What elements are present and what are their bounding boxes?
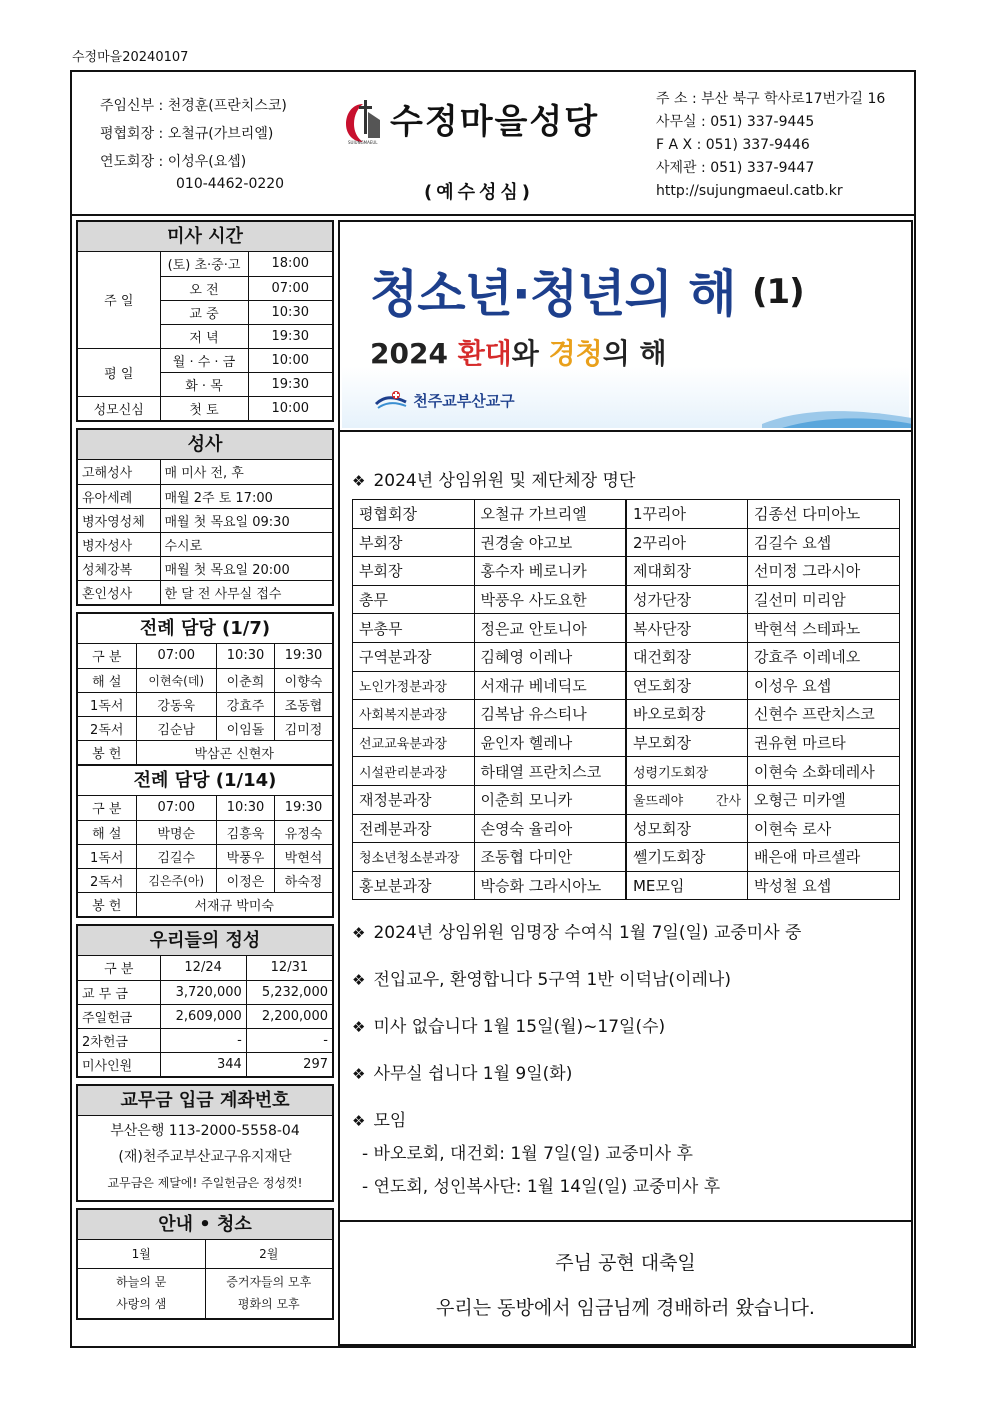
diocese-logo-icon [374,390,408,410]
account-note: 교무금은 제달에! 주일헌금은 정성껏! [107,1176,303,1190]
committee-role: 성령기도회장 [626,757,748,786]
diamond-cluster-icon: ❖ [352,1018,366,1037]
mass-times-table [78,252,332,420]
committee-role: 쎌기도회장 [626,843,748,872]
sacrament-label: 병자영성체 [78,508,160,532]
committee-role: 부회장 [353,557,475,586]
office-phone: 사무실 : 051) 337-9445 [656,114,815,130]
mass-name: 첫 토 [160,396,248,420]
left-sidebar [76,220,334,1326]
guide-group-line: 증거자들의 모후 [226,1275,312,1290]
committee-member: 김혜영 이레나 [474,642,626,671]
notice-text: 사무실 쉽니다 1월 9일(화) [373,1064,573,1085]
guide-group-line: 하늘의 문 [116,1275,167,1290]
banner-hospitality: 환대 [457,337,512,370]
liturgy-cell: 박풍우 [217,844,275,868]
committee-row [353,528,900,557]
liturgy-cell: 박명순 [136,820,217,844]
sacraments-table [78,460,332,604]
meeting-line: - 연도회, 성인복사단: 1월 14일(일) 교중미사 후 [362,1177,721,1198]
offerings-title: 우리들의 정성 [78,926,332,956]
mass-name: 교 중 [160,300,248,324]
first-saturday-label: 성모신심 [78,396,160,420]
committee-role: 부모회장 [626,728,748,757]
offering-label: 교 무 금 [78,980,160,1004]
sacrament-label: 병자성사 [78,532,160,556]
banner-listening: 경청 [548,337,603,370]
offering-header: 12/24 [160,956,246,980]
sacrament-value: 매월 첫 목요일 20:00 [160,556,332,580]
offering-amount: 5,232,000 [246,980,332,1004]
mass-time: 10:00 [248,396,332,420]
feast-box [340,1220,911,1344]
notice-item [352,1059,902,1084]
offering-label: 주일헌금 [78,1004,160,1028]
sacrament-value: 수시로 [160,532,332,556]
guide-month: 1월 [78,1240,205,1268]
guide-group-line: 사랑의 샘 [116,1297,167,1312]
sunday-label: 주 일 [78,252,160,348]
committee-member: 조동협 다미안 [474,843,626,872]
notice-text: 전입교우, 환영합니다 5구역 1반 이덕남(이레나) [373,970,731,991]
committee-role: 청소년청소분과장 [353,843,475,872]
liturgy-cell: 이향숙 [275,668,332,692]
committee-row [353,700,900,729]
committee-heading [352,466,902,491]
notice-item [352,1106,902,1131]
banner-background [342,224,909,428]
committee-row [353,614,900,643]
liturgy-cell: 김미정 [275,716,332,740]
account-box [76,1084,334,1202]
committee-title: 2024년 상임위원 및 제단체장 명단 [373,471,636,491]
svg-text:SUJUNGMAEUL: SUJUNGMAEUL [348,140,378,144]
notice-text: 모임 [373,1111,407,1132]
committee-role: 전례분과장 [353,814,475,843]
offering-names: 서재규 박미숙 [136,892,332,916]
diocese-name: 천주교부산교구 [413,392,515,410]
committee-member: 홍수자 베로니카 [474,557,626,586]
liturgy-0107-table [78,644,332,764]
committee-role: 연도회장 [626,671,748,700]
committee-member: 강효주 이레네오 [748,642,900,671]
liturgy-cell: 이정은 [217,868,275,892]
committee-row [353,814,900,843]
committee-member: 이현숙 소화데레사 [748,757,900,786]
banner-subtitle [370,332,667,372]
pastor-line: 주임신부 : 천경훈(프란치스코) [100,98,287,114]
offerings-box [76,924,334,1078]
offering-header: 구 분 [78,956,160,980]
liturgy-0107-title: 전례 담당 (1/7) [78,614,332,644]
committee-member: 김종선 다미아노 [748,500,900,529]
mass-name: (토) 초·중·고 [160,252,248,276]
sacrament-value: 매월 첫 목요일 09:30 [160,508,332,532]
banner-organization [374,390,515,411]
committee-table [352,499,900,900]
liturgy-header: 구 분 [78,644,136,668]
liturgy-0114-title: 전례 담당 (1/14) [78,766,332,796]
guide-group-jan [78,1268,205,1318]
committee-row [353,557,900,586]
banner-title-text: 청소년·청년의 해 [370,265,736,323]
liturgy-cell: 유정숙 [275,820,332,844]
guide-group-line: 평화의 모후 [237,1297,300,1312]
liturgy-cell: 이춘희 [217,668,275,692]
committee-role: 제대회장 [626,557,748,586]
committee-role: 대건회장 [626,642,748,671]
committee-role: 성모회장 [626,814,748,843]
committee-row [353,728,900,757]
committee-member: 권경술 야고보 [474,528,626,557]
committee-member: 손영숙 율리아 [474,814,626,843]
liturgy-cell: 이임돌 [217,716,275,740]
bank-account: 부산은행 113-2000-5558-04 [110,1123,300,1139]
liturgy-role: 2독서 [78,716,136,740]
committee-role: 선교교육분과장 [353,728,475,757]
committee-member: 윤인자 헬레나 [474,728,626,757]
liturgy-role: 해 설 [78,668,136,692]
committee-row [353,843,900,872]
committee-role: 2꾸리아 [626,528,748,557]
liturgy-header: 19:30 [275,796,332,820]
committee-role: 울뜨레야 간사 [626,785,748,814]
notice-text: 미사 없습니다 1월 15일(월)~17일(수) [373,1017,666,1038]
liturgy-0107-box [76,612,334,766]
liturgy-role: 1독서 [78,844,136,868]
account-details [78,1116,332,1200]
diamond-cluster-icon: ❖ [352,1065,366,1084]
liturgy-role: 봉 헌 [78,740,136,764]
committee-member: 박풍우 사도요한 [474,585,626,614]
account-holder: (재)천주교부산교구유지재단 [118,1149,292,1165]
notice-item [352,1012,902,1037]
liturgy-role: 해 설 [78,820,136,844]
committee-member: 길선미 미리암 [748,585,900,614]
mass-time: 07:00 [248,276,332,300]
liturgy-cell: 김흥욱 [217,820,275,844]
committee-member: 이춘희 모니카 [474,785,626,814]
liturgy-role: 봉 헌 [78,892,136,916]
liturgy-cell: 김길수 [136,844,217,868]
committee-role: 성가단장 [626,585,748,614]
leaders-block [100,92,287,198]
mass-time: 19:30 [248,372,332,396]
sacrament-label: 고해성사 [78,460,160,484]
committee-role: 복사단장 [626,614,748,643]
committee-role: 사회복지분과장 [353,700,475,729]
liturgy-header: 07:00 [136,644,217,668]
mass-name: 오 전 [160,276,248,300]
mass-time: 10:30 [248,300,332,324]
guide-month: 2월 [205,1240,332,1268]
committee-member: 신현수 프란치스코 [748,700,900,729]
liturgy-cell: 하숙정 [275,868,332,892]
committee-member: 김길수 요셉 [748,528,900,557]
main-content [338,220,913,1346]
guide-group-feb [205,1268,332,1318]
diamond-cluster-icon: ❖ [352,924,366,943]
committee-member: 오철규 가브리엘 [474,500,626,529]
offering-names: 박삼곤 신현자 [136,740,332,764]
committee-row [353,500,900,529]
liturgy-cell: 강효주 [217,692,275,716]
offering-amount: 2,609,000 [160,1004,246,1028]
offering-amount: 2,200,000 [246,1004,332,1028]
youth-year-banner [340,222,911,432]
committee-member: 배은애 마르셀라 [748,843,900,872]
sacrament-value: 매월 2주 토 17:00 [160,484,332,508]
liturgy-header: 10:30 [217,796,275,820]
committee-member: 박현석 스테파노 [748,614,900,643]
fax-number: F A X : 051) 337-9446 [656,137,810,153]
guide-table [78,1240,332,1318]
committee-row [353,642,900,671]
offering-amount: 344 [160,1052,246,1076]
liturgy-cell: 조동협 [275,692,332,716]
offering-label: 2차헌금 [78,1028,160,1052]
committee-role: 홍보분과장 [353,871,475,900]
committee-member: 권유현 마르타 [748,728,900,757]
diamond-cluster-icon: ❖ [352,971,366,990]
sacrament-label: 성체강복 [78,556,160,580]
committee-member: 하태열 프란치스코 [474,757,626,786]
committee-member: 이성우 요셉 [748,671,900,700]
offering-amount: - [246,1028,332,1052]
committee-role: 시설관리분과장 [353,757,475,786]
liturgy-cell: 강동욱 [136,692,217,716]
liturgy-0114-box [76,766,334,918]
committee-member: 이현숙 로사 [748,814,900,843]
mass-times-title: 미사 시간 [78,222,332,252]
liturgy-cell: 김순남 [136,716,217,740]
committee-row [353,757,900,786]
offering-amount: 297 [246,1052,332,1076]
sacrament-label: 유아세례 [78,484,160,508]
diamond-cluster-icon: ❖ [352,1112,366,1131]
committee-row [353,671,900,700]
liturgy-cell: 박현석 [275,844,332,868]
committee-row [353,785,900,814]
guide-box [76,1208,334,1320]
liturgy-role: 2독서 [78,868,136,892]
offering-header: 12/31 [246,956,332,980]
church-motto: (예수성심) [424,182,535,203]
banner-wave-decoration [762,404,911,428]
mass-name: 저 녁 [160,324,248,348]
committee-role: 구역분과장 [353,642,475,671]
sacrament-label: 혼인성사 [78,580,160,604]
sacraments-title: 성사 [78,430,332,460]
committee-member: 박성철 요셉 [748,871,900,900]
council-president-line: 평협회장 : 오철규(가브리엘) [100,126,274,142]
banner-year: 2024 [370,337,448,370]
committee-member: 선미정 그라시아 [748,557,900,586]
banner-and: 와 [511,337,539,370]
committee-member: 김복남 유스티나 [474,700,626,729]
meeting-line: - 바오로회, 대건회: 1월 7일(일) 교중미사 후 [362,1144,693,1165]
offerings-table [78,956,332,1076]
mass-name: 월 · 수 · 금 [160,348,248,372]
weekday-label: 평 일 [78,348,160,396]
mass-time: 10:00 [248,348,332,372]
committee-role: 재정분과장 [353,785,475,814]
committee-role: 부총무 [353,614,475,643]
liturgy-0114-table [78,796,332,916]
mass-time: 19:30 [248,324,332,348]
committee-member: 서재규 베네딕도 [474,671,626,700]
feast-verse: 우리는 동방에서 임금님께 경배하러 왔습니다. [436,1297,815,1319]
church-name: 수정마을성당 [390,102,600,142]
mass-time: 18:00 [248,252,332,276]
banner-title [370,254,804,326]
rectory-phone: 사제관 : 051) 337-9447 [656,160,815,176]
diamond-cluster-icon: ❖ [352,472,366,490]
offering-label: 미사인원 [78,1052,160,1076]
banner-of-year: 의 해 [602,337,667,370]
account-title: 교무금 입금 계좌번호 [78,1086,332,1116]
notice-item [352,918,902,943]
liturgy-cell: 이현숙(데) [136,668,217,692]
guide-title: 안내 • 청소 [78,1210,332,1240]
committee-row [353,585,900,614]
liturgy-header: 07:00 [136,796,217,820]
committee-role: 총무 [353,585,475,614]
contact-block [656,88,885,203]
offering-amount: - [160,1028,246,1052]
banner-number: (1) [751,272,804,312]
liturgy-role: 1독서 [78,692,136,716]
committee-role: 평협회장 [353,500,475,529]
committee-role: 노인가정분과장 [353,671,475,700]
bulletin-header [70,70,916,216]
yeondo-president-line: 연도회장 : 이성우(요셉) [100,154,247,170]
document-id: 수정마을20240107 [72,50,189,65]
committee-role: 1꾸리아 [626,500,748,529]
offering-amount: 3,720,000 [160,980,246,1004]
address-line: 주 소 : 부산 북구 학사로17번가길 16 [656,91,886,107]
liturgy-header: 19:30 [275,644,332,668]
mass-name: 화 · 목 [160,372,248,396]
sacrament-value: 한 달 전 사무실 접수 [160,580,332,604]
liturgy-cell: 김은주(아) [136,868,217,892]
notice-text: 2024년 상임위원 임명장 수여식 1월 7일(일) 교중미사 중 [373,923,802,944]
website-link[interactable]: http://sujungmaeul.catb.kr [656,183,843,199]
committee-member: 정은교 안토니아 [474,614,626,643]
sacraments-box [76,428,334,606]
committee-member: 오형근 미카엘 [748,785,900,814]
committee-role: 바오로회장 [626,700,748,729]
sacrament-value: 매 미사 전, 후 [160,460,332,484]
committee-role: 부회장 [353,528,475,557]
church-logo-icon [344,98,382,144]
liturgy-header: 10:30 [217,644,275,668]
committee-role: ME모임 [626,871,748,900]
yeondo-phone: 010-4462-0220 [176,176,285,192]
notice-item [352,965,902,990]
feast-title: 주님 공현 대축일 [555,1252,696,1274]
committee-member: 박승화 그라시아노 [474,871,626,900]
announcements-area [352,466,902,1197]
committee-row [353,871,900,900]
mass-times-box [76,220,334,422]
liturgy-header: 구 분 [78,796,136,820]
